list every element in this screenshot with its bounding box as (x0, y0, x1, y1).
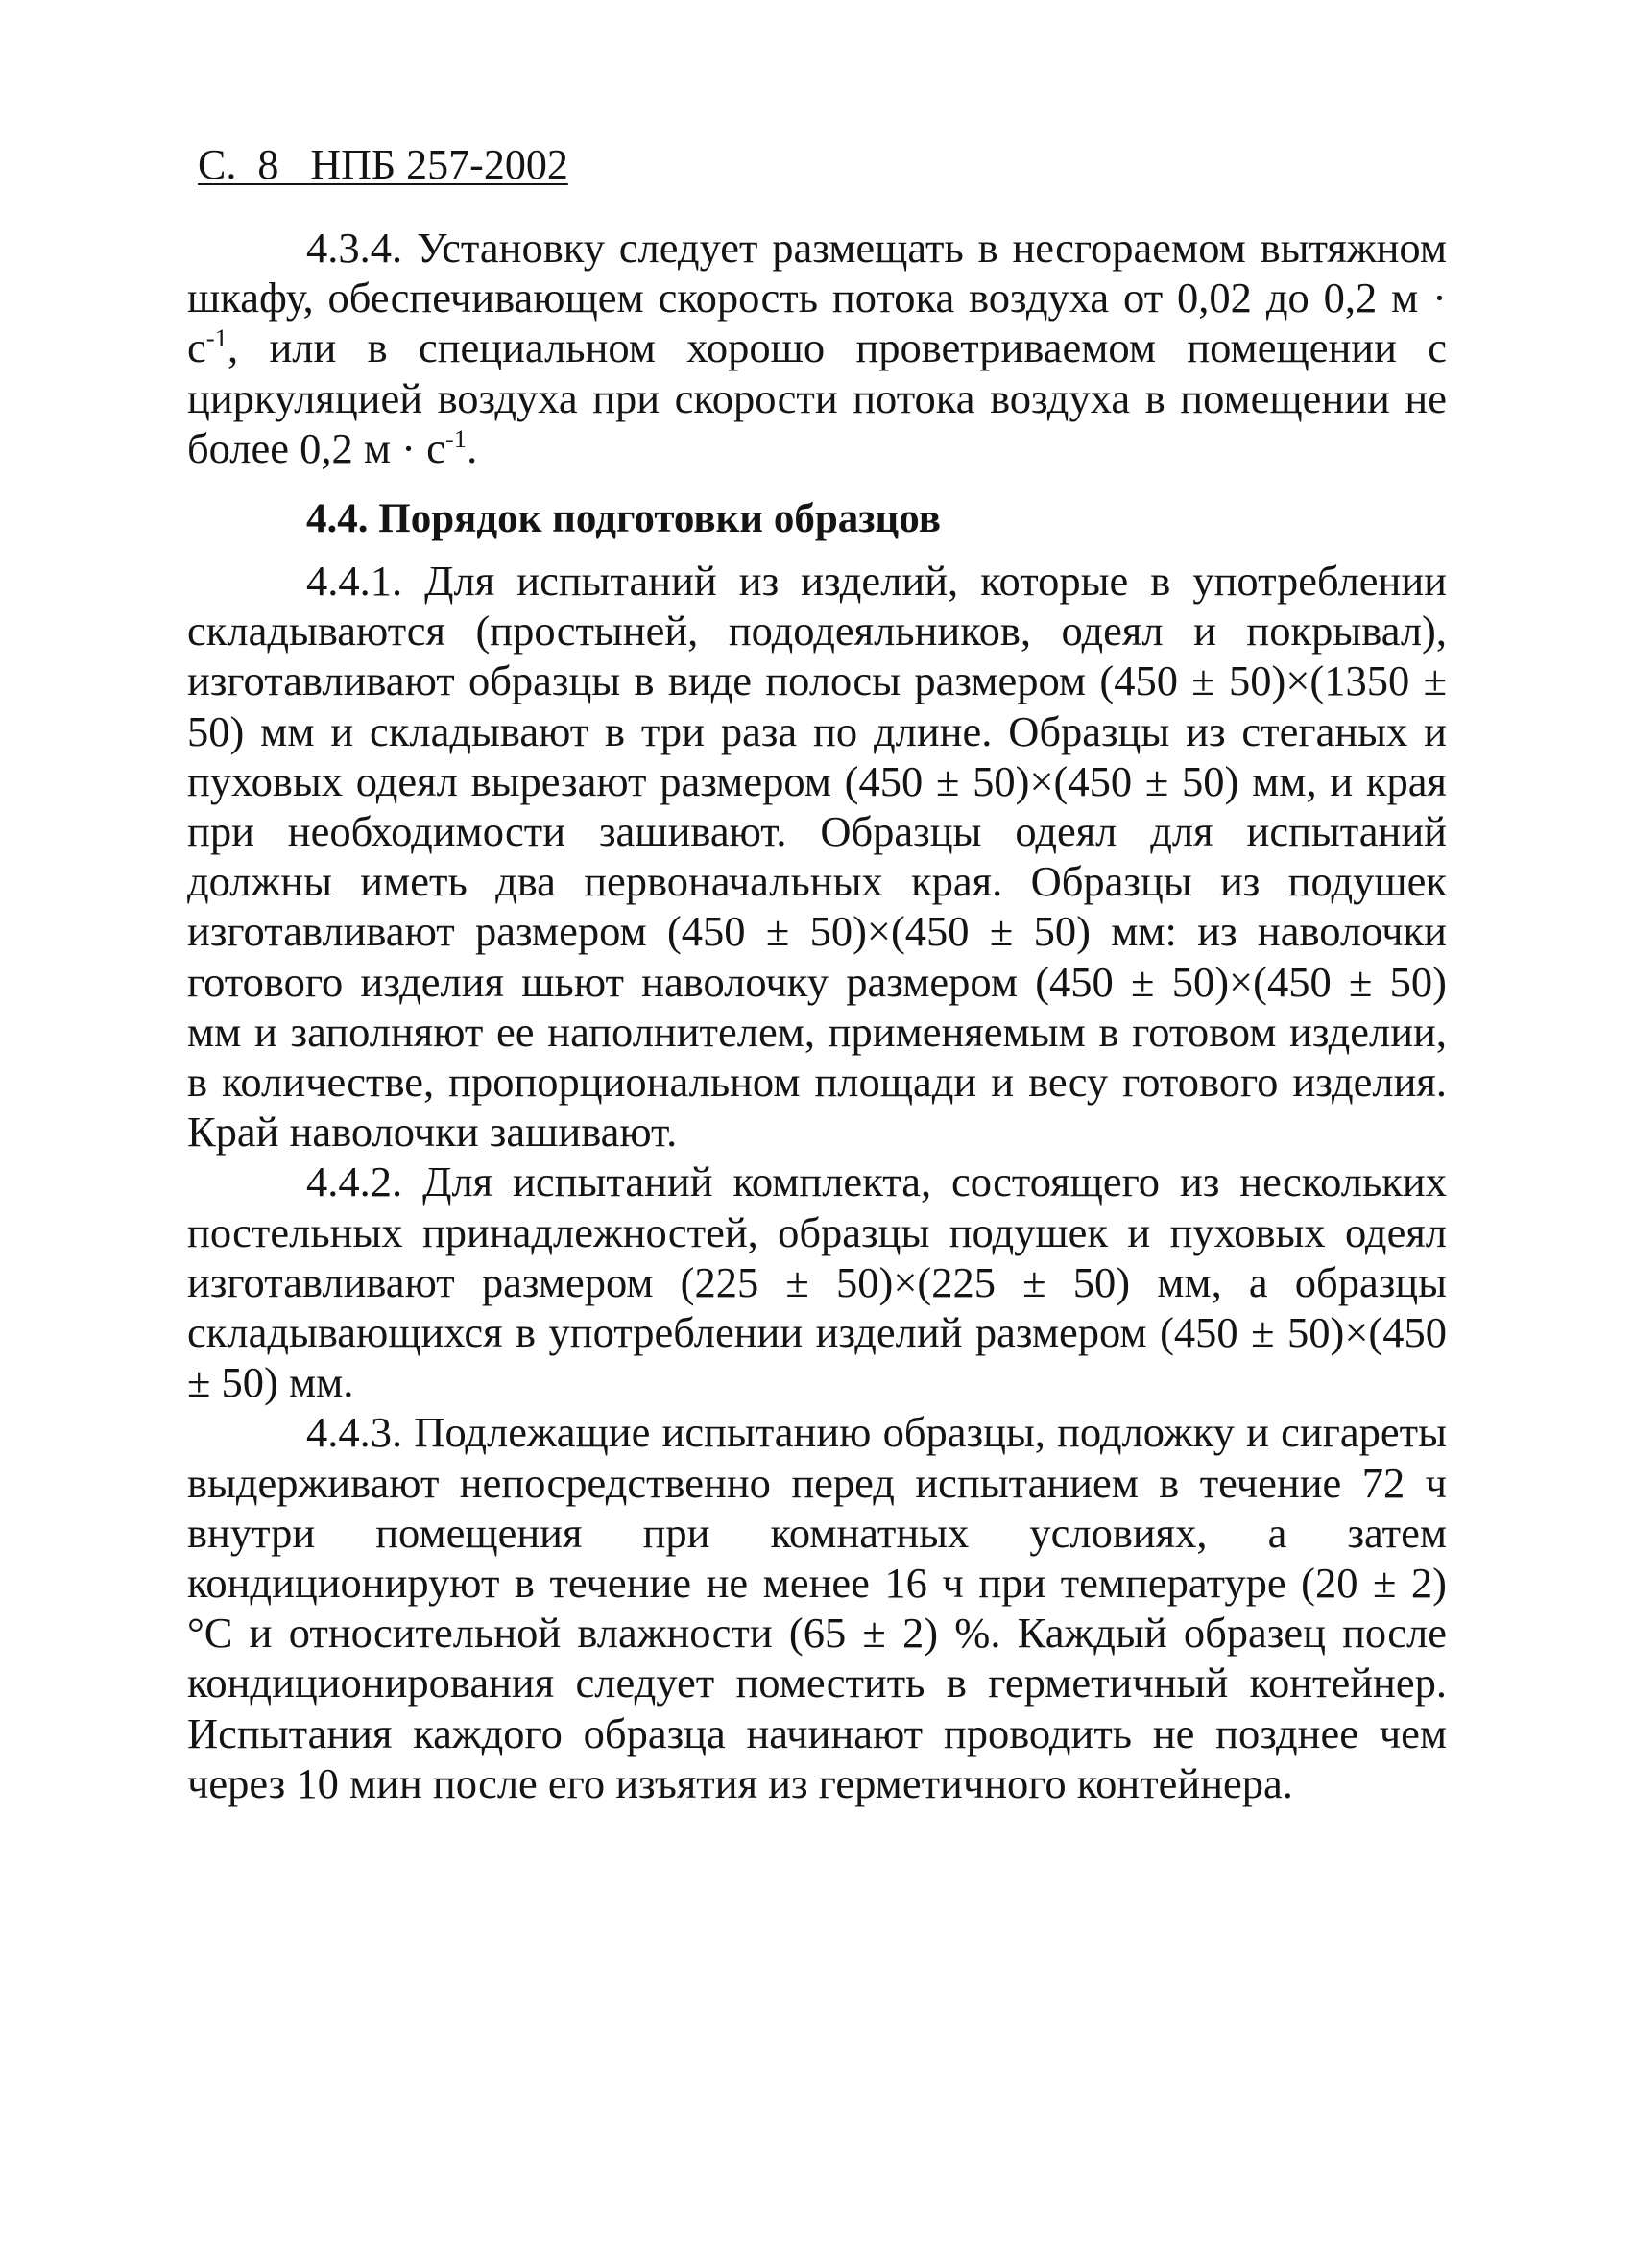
paragraph-4-3-4-text-a: 4.3.4. Установку следует размещать в несгораемом вытяжном шкафу, обеспечивающем скорость потока воздуха от 0,02 до 0,2 м · с (187, 224, 1447, 372)
paragraph-4-4-2: 4.4.2. Для испытаний комплекта, состоящего из нескольких постельных принадлежностей, образцы подушек и пуховых одеял изготавливают размером (225 ± 50)×(225 ± 50) мм, а образцы складывающихся в употреблении изделий размером (450 ± 50)×(450 ± 50) мм. (187, 1158, 1447, 1407)
section-heading-4-4: 4.4. Порядок подготовки образцов (306, 496, 941, 542)
paragraph-4-3-4-text-b: , или в специальном хорошо проветриваемом помещении с циркуляцией воздуха при скорости потока воздуха в помещении не более 0,2 м · с (187, 323, 1447, 472)
paragraph-4-3-4 (187, 223, 1447, 473)
paragraph-4-4-3: 4.4.3. Подлежащие испытанию образцы, подложку и сигареты выдерживают непосредственно перед испытанием в течение 72 ч внутри помещения при комнатных условиях, а затем кондиционируют в течение не менее 16 ч при температуре (20 ± 2) °С и относительной влажности (65 ± 2) %. Каждый образец после кондиционирования следует поместить в герметичный контейнер. Испытания каждого образца начинают проводить не позднее чем через 10 мин после его изъятия из герметичного контейнера. (187, 1408, 1447, 1807)
superscript-minus-one: -1 (444, 423, 468, 453)
page-header: С. 8 НПБ 257-2002 (198, 141, 568, 188)
paragraph-4-4-1: 4.4.1. Для испытаний из изделий, которые в употреблении складываются (простыней, пододеяльников, одеял и покрывал), изготавливают образцы в виде полосы размером (450 ± 50)×(1350 ± 50) мм и складывают в три раза по длине. Образцы из стеганых и пуховых одеял вырезают размером (450 ± 50)×(450 ± 50) мм, и края при необходимости зашивают. Образцы одеял для испытаний должны иметь два первоначальных края. Образцы из подушек изготавливают размером (450 ± 50)×(450 ± 50) мм: из наволочки готового изделия шьют наволочку размером (450 ± 50)×(450 ± 50) мм и заполняют ее наполнителем, применяемым в готовом изделии, в количестве, пропорциональном площади и весу готового изделия. Край наволочки зашивают. (187, 557, 1447, 1157)
superscript-minus-one: -1 (205, 323, 228, 353)
paragraph-4-3-4-text-c: . (467, 423, 478, 472)
document-body (187, 223, 1447, 1808)
